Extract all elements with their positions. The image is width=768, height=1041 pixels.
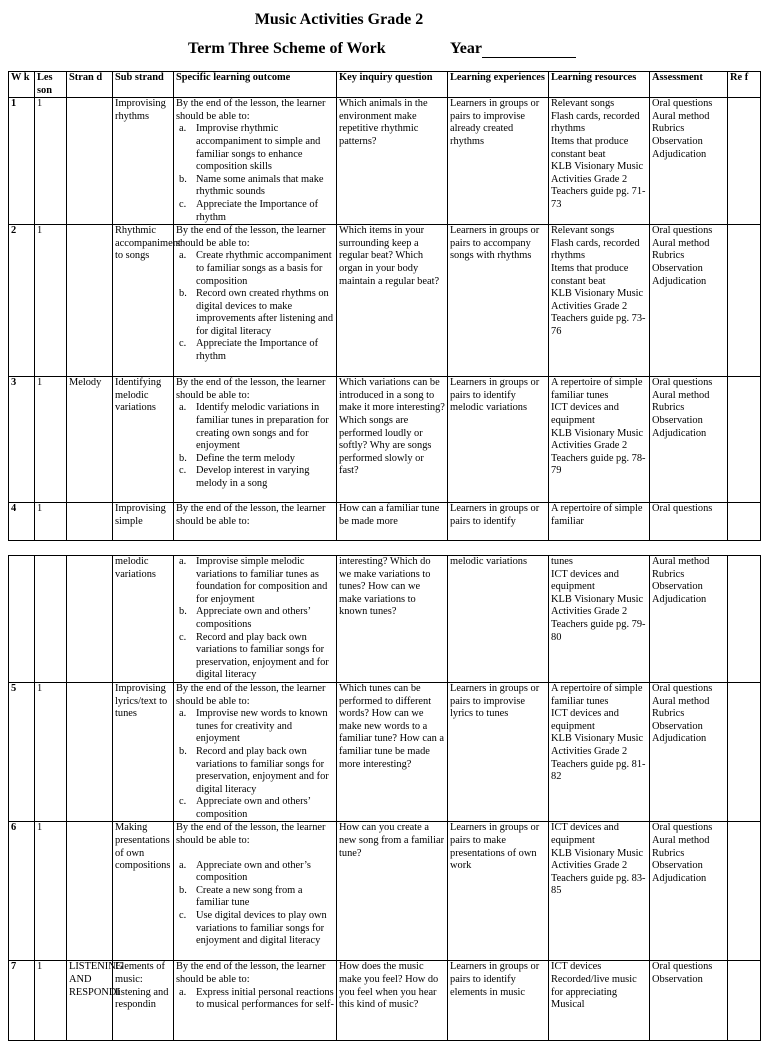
outcome-text: Appreciate the Importance of rhythm [196, 338, 319, 363]
week-number: 4 [11, 503, 17, 515]
table-row [9, 961, 761, 1041]
strand-cell [67, 98, 113, 225]
outcome-item [176, 860, 334, 885]
learning-resources-cell [549, 556, 650, 683]
outcome-item [176, 199, 334, 224]
assessment-cell [650, 98, 728, 225]
assessment-item: Observation [652, 414, 703, 426]
reference-cell [728, 961, 761, 1041]
outcome-item [176, 987, 334, 1012]
outcome-text: Record and play back own variations to familiar songs for preservation, enjoyment and for digital literacy [196, 631, 329, 681]
assessment-cell [650, 225, 728, 377]
week-cell [9, 556, 35, 683]
outcome-text: Record and play back own variations to familiar songs for preservation, enjoyment and for digital literacy [196, 745, 329, 795]
document-title: Music Activities Grade 2 [254, 11, 424, 28]
learning-outcome-cell [174, 225, 337, 377]
scheme-table-page-2 [8, 555, 761, 1041]
assessment-item: Aural method [652, 556, 710, 567]
outcome-text: Use digital devices to play own variations to familiar songs for enjoyment and digital literacy [196, 910, 327, 947]
document-subtitle: Term Three Scheme of Work [188, 40, 386, 57]
learning-experience-text: Learners in groups or pairs to accompany songs with rhythms [450, 225, 540, 262]
learning-resources-cell [549, 822, 650, 961]
table-row [9, 822, 761, 961]
outcome-text: Create rhythmic accompaniment to familiar songs as a basis for composition [196, 250, 332, 287]
sub-strand-cell [113, 682, 174, 822]
table-row [9, 503, 761, 541]
resource-item: ICT devices and equipment [551, 822, 619, 847]
inquiry-question-text: Which items in your surrounding keep a regular beat? Which organ in your body maintain a regular beat? [339, 225, 440, 287]
table-row [9, 98, 761, 225]
inquiry-question-text: Which animals in the environment make repetitive rhythmic patterns? [339, 98, 428, 147]
outcome-text: Appreciate the Importance of rhythm [196, 198, 319, 223]
assessment-item: Oral questions [652, 682, 713, 694]
resource-item: Items that produce constant beat [551, 135, 629, 160]
outcome-item [176, 174, 334, 199]
assessment-item: Adjudication [652, 427, 707, 439]
learning-resources-cell [549, 225, 650, 377]
week-cell [9, 503, 35, 541]
col-header-week: W k [9, 72, 35, 98]
resource-item: A repertoire of simple familiar tunes [551, 682, 643, 707]
learning-outcome-cell [174, 961, 337, 1041]
outcome-item [176, 885, 334, 910]
learning-outcome-cell [174, 682, 337, 822]
outcome-marker: c. [179, 338, 187, 350]
outcome-intro: By the end of the lesson, the learner should be able to: [176, 377, 326, 401]
inquiry-question-text: How does the music make you feel? How do you feel when you hear this kind of music? [339, 961, 439, 1011]
outcome-item [176, 632, 334, 682]
learning-experience-cell [448, 377, 549, 503]
assessment-cell [650, 503, 728, 541]
resource-item: KLB Visionary Music Activities Grade 2 Teachers guide pg. 83-85 [551, 847, 646, 897]
sub-strand-cell [113, 377, 174, 503]
col-header-experiences: Learning experiences [448, 72, 549, 98]
outcome-item [176, 556, 334, 606]
strand-cell [67, 377, 113, 503]
assessment-item: Oral questions [652, 961, 713, 973]
inquiry-question-text: Which tunes can be performed to different words? How can we make new words to a familiar tune? How can a familiar tune be made more interesting? [339, 682, 445, 770]
sub-strand-text: Elements of music: listening and respondin [115, 961, 169, 1011]
learning-outcome-cell [174, 98, 337, 225]
assessment-item: Adjudication [652, 872, 707, 884]
assessment-item: Observation [652, 720, 703, 732]
resource-item: ICT devices and equipment [551, 568, 619, 593]
lesson-number: 1 [37, 961, 43, 973]
outcome-marker: a. [179, 859, 187, 871]
week-cell [9, 961, 35, 1041]
table-row [9, 377, 761, 503]
table-header-row [9, 72, 761, 98]
outcome-item [176, 465, 334, 490]
strand-text: Melody [69, 377, 102, 389]
lesson-cell [35, 225, 67, 377]
outcome-text: Appreciate own and others’ compositions [196, 606, 311, 630]
reference-cell [728, 503, 761, 541]
lesson-number: 1 [37, 822, 43, 834]
resource-item: KLB Visionary Music Activities Grade 2 Teachers guide pg. 79-80 [551, 593, 646, 643]
assessment-item: Rubrics [652, 708, 685, 720]
outcome-item [176, 123, 334, 173]
lesson-cell [35, 822, 67, 961]
strand-cell [67, 503, 113, 541]
inquiry-question-cell [337, 98, 448, 225]
resource-item: Relevant songs [551, 98, 615, 110]
week-number: 1 [11, 98, 17, 110]
assessment-item: Rubrics [652, 847, 685, 859]
lesson-number: 1 [37, 377, 43, 389]
assessment-item: Oral questions [652, 225, 713, 237]
week-cell [9, 822, 35, 961]
assessment-item: Oral questions [652, 98, 713, 110]
col-header-resources: Learning resources [549, 72, 650, 98]
learning-experience-cell [448, 98, 549, 225]
table-row [9, 682, 761, 822]
assessment-item: Rubrics [652, 568, 685, 580]
outcome-list [176, 250, 334, 363]
outcome-item [176, 338, 334, 363]
strand-cell [67, 682, 113, 822]
lesson-number: 1 [37, 225, 43, 237]
sub-strand-text: Making presentations of own compositions [115, 822, 171, 872]
sub-strand-text: Improvising simple [115, 503, 166, 527]
col-header-inquiry: Key inquiry question [337, 72, 448, 98]
strand-cell [67, 556, 113, 683]
outcome-item [176, 796, 334, 821]
outcome-marker: b. [179, 606, 187, 618]
year-label: Year [450, 40, 482, 57]
assessment-item: Observation [652, 135, 703, 147]
reference-cell [728, 682, 761, 822]
outcome-text: Develop interest in varying melody in a song [196, 465, 310, 489]
learning-experience-text: Learners in groups or pairs to improvise lyrics to tunes [450, 682, 540, 720]
col-header-outcome: Specific learning outcome [174, 72, 337, 98]
sub-strand-cell [113, 225, 181, 377]
week-number: 5 [11, 682, 17, 694]
learning-resources-cell [549, 377, 650, 503]
outcome-intro: By the end of the lesson, the learner should be able to: [176, 98, 326, 122]
assessment-item: Aural method [652, 237, 710, 249]
sub-strand-cell [113, 556, 174, 683]
lesson-cell [35, 503, 67, 541]
outcome-intro: By the end of the lesson, the learner should be able to: [176, 822, 326, 847]
learning-experience-text: Learners in groups or pairs to improvise already created rhythms [450, 98, 540, 147]
week-cell [9, 377, 35, 503]
lesson-cell [35, 98, 67, 225]
learning-resources-cell [549, 98, 650, 225]
learning-experience-cell [448, 682, 549, 822]
assessment-item: Aural method [652, 695, 710, 707]
year-blank-line [482, 43, 576, 58]
assessment-item: Observation [652, 974, 703, 986]
outcome-text: Create a new song from a familiar tune [196, 884, 303, 909]
col-header-assessment: Assessment [650, 72, 728, 98]
lesson-number: 1 [37, 503, 43, 515]
resource-item: A repertoire of simple familiar tunes [551, 377, 643, 401]
inquiry-question-cell [337, 377, 448, 503]
resource-item: KLB Visionary Music Activities Grade 2 Teachers guide pg. 73-76 [551, 288, 646, 337]
outcome-item [176, 708, 334, 746]
outcome-text: Improvise simple melodic variations to familiar tunes as foundation for composition and for enjoyment [196, 556, 328, 605]
outcome-marker: b. [179, 288, 187, 300]
assessment-item: Oral questions [652, 503, 713, 515]
table-row [9, 556, 761, 683]
outcome-text: Name some animals that make rhythmic sounds [196, 173, 324, 198]
assessment-item: Aural method [652, 835, 710, 847]
inquiry-question-text: How can a familiar tune be made more [339, 503, 440, 527]
learning-outcome-cell [174, 556, 337, 683]
assessment-item: Rubrics [652, 250, 685, 262]
lesson-cell [35, 556, 67, 683]
sub-strand-cell [113, 98, 174, 225]
outcome-text: Improvise new words to known tunes for creativity and enjoyment [196, 708, 328, 745]
inquiry-question-cell [337, 682, 448, 822]
assessment-item: Rubrics [652, 123, 685, 135]
col-header-ref: Re f [728, 72, 761, 98]
sub-strand-cell [113, 503, 174, 541]
outcome-item [176, 250, 334, 288]
learning-experience-text: Learners in groups or pairs to identify melodic variations [450, 377, 540, 414]
strand-cell [67, 822, 113, 961]
lesson-number: 1 [37, 98, 43, 110]
outcome-intro: By the end of the lesson, the learner should be able to: [176, 225, 326, 249]
outcome-list [176, 987, 334, 1012]
outcome-item [176, 746, 334, 796]
assessment-cell [650, 556, 728, 683]
outcome-list [176, 556, 334, 682]
outcome-item [176, 453, 334, 466]
assessment-item: Adjudication [652, 733, 707, 745]
learning-resources-cell [549, 961, 650, 1041]
assessment-cell [650, 682, 728, 822]
resource-item: Recorded/live music for appreciating [551, 974, 637, 998]
lesson-cell [35, 377, 67, 503]
week-number: 6 [11, 822, 17, 834]
resource-item: Items that produce constant beat [551, 262, 629, 287]
lesson-cell [35, 961, 67, 1041]
learning-resources-cell [549, 682, 650, 822]
strand-cell [67, 225, 113, 377]
sub-strand-cell [113, 961, 174, 1041]
inquiry-question-cell [337, 225, 448, 377]
outcome-marker: a. [179, 708, 187, 720]
outcome-list [176, 860, 334, 948]
scheme-table-page-1 [8, 71, 761, 541]
reference-cell [728, 225, 761, 377]
learning-outcome-cell [174, 503, 337, 541]
outcome-item [176, 402, 334, 452]
lesson-cell [35, 682, 67, 822]
outcome-marker: b. [179, 745, 187, 757]
sub-strand-text: Rhythmic accompaniment to songs [115, 225, 181, 262]
resource-item: Flash cards, recorded rhythms [551, 237, 640, 262]
learning-experience-text: Learners in groups or pairs to make presentations of own work [450, 822, 540, 872]
outcome-marker: c. [179, 631, 187, 643]
assessment-item: Adjudication [652, 593, 707, 605]
resource-item: KLB Visionary Music Activities Grade 2 Teachers guide pg. 81-82 [551, 733, 646, 783]
resource-item: KLB Visionary Music Activities Grade 2 Teachers guide pg. 78-79 [551, 427, 646, 477]
outcome-marker: a. [179, 402, 187, 414]
outcome-marker: b. [179, 173, 187, 185]
learning-experience-cell [448, 556, 549, 683]
outcome-marker: b. [179, 884, 187, 896]
col-header-strand: Stran d [67, 72, 113, 98]
learning-experience-text: Learners in groups or pairs to identify [450, 503, 540, 527]
outcome-marker: c. [179, 796, 187, 808]
outcome-text: Appreciate own and others’ composition [196, 796, 311, 820]
week-cell [9, 225, 35, 377]
outcome-marker: a. [179, 986, 187, 998]
inquiry-question-text: How can you create a new song from a familiar tune? [339, 822, 445, 859]
sub-strand-cell [113, 822, 174, 961]
assessment-item: Observation [652, 860, 703, 872]
assessment-cell [650, 961, 728, 1041]
reference-cell [728, 556, 761, 683]
resource-item: tunes [551, 556, 573, 567]
outcome-marker: a. [179, 556, 187, 567]
year-field [450, 40, 576, 58]
week-number: 3 [11, 377, 17, 389]
outcome-text: Express initial personal reactions to musical performances for self- [196, 986, 334, 1011]
sub-strand-text: melodic variations [115, 556, 156, 580]
table-row [9, 225, 761, 377]
inquiry-question-text: Which variations can be introduced in a song to make it more interesting? Which songs are performed loudly or softly? Why are songs performed slowly or fast? [339, 377, 445, 477]
resource-item: KLB Visionary Music Activities Grade 2 Teachers guide pg. 71-73 [551, 161, 646, 210]
week-cell [9, 98, 35, 225]
outcome-intro: By the end of the lesson, the learner should be able to: [176, 503, 326, 527]
assessment-item: Adjudication [652, 275, 707, 287]
learning-experience-text: melodic variations [450, 556, 528, 567]
strand-text: LISTENING AND RESPONDI [69, 961, 124, 998]
assessment-item: Oral questions [652, 377, 713, 389]
resource-item: Relevant songs [551, 225, 615, 237]
inquiry-question-cell [337, 503, 448, 541]
outcome-list [176, 708, 334, 821]
resource-item: Musical [551, 999, 585, 1011]
outcome-item [176, 910, 334, 948]
resource-item: ICT devices and equipment [551, 402, 619, 426]
sub-strand-text: Improvising lyrics/text to tunes [115, 682, 168, 720]
col-header-sub-strand: Sub strand [113, 72, 174, 98]
inquiry-question-cell [337, 822, 448, 961]
week-number: 2 [11, 225, 17, 237]
outcome-list [176, 402, 334, 490]
week-number: 7 [11, 961, 17, 973]
lesson-number: 1 [37, 682, 43, 694]
outcome-item [176, 606, 334, 631]
outcome-text: Record own created rhythms on digital devices to make improvements after listening and for digital literacy [196, 288, 334, 337]
outcome-intro: By the end of the lesson, the learner should be able to: [176, 682, 326, 707]
outcome-marker: a. [179, 123, 187, 135]
outcome-marker: c. [179, 910, 187, 922]
reference-cell [728, 822, 761, 961]
outcome-text: Define the term melody [196, 452, 295, 464]
outcome-intro: By the end of the lesson, the learner should be able to: [176, 961, 326, 986]
assessment-item: Adjudication [652, 148, 707, 160]
learning-experience-cell [448, 225, 549, 377]
learning-resources-cell [549, 503, 650, 541]
outcome-marker: a. [179, 250, 187, 262]
strand-cell [67, 961, 124, 1041]
resource-item: ICT devices [551, 961, 602, 973]
col-header-lesson: Les son [35, 72, 67, 98]
resource-item: ICT devices and equipment [551, 708, 619, 732]
reference-cell [728, 98, 761, 225]
assessment-item: Oral questions [652, 822, 713, 834]
learning-experience-text: Learners in groups or pairs to identify elements in music [450, 961, 540, 998]
learning-outcome-cell [174, 822, 337, 961]
sub-strand-text: Identifying melodic variations [115, 377, 162, 414]
learning-experience-cell [448, 503, 549, 541]
outcome-marker: b. [179, 452, 187, 464]
inquiry-question-text: interesting? Which do we make variations to tunes? How can we make variations to known tunes? [339, 556, 431, 618]
outcome-list [176, 123, 334, 224]
assessment-cell [650, 822, 728, 961]
outcome-text: Identify melodic variations in familiar tunes in preparation for creating own songs and for enjoyment [196, 402, 329, 452]
outcome-text: Appreciate own and other’s composition [196, 859, 311, 884]
learning-outcome-cell [174, 377, 337, 503]
learning-experience-cell [448, 961, 549, 1041]
outcome-marker: c. [179, 465, 187, 477]
learning-experience-cell [448, 822, 549, 961]
assessment-item: Observation [652, 262, 703, 274]
resource-item: Flash cards, recorded rhythms [551, 110, 640, 135]
sub-strand-text: Improvising rhythms [115, 98, 166, 122]
assessment-item: Rubrics [652, 402, 685, 414]
inquiry-question-cell [337, 961, 448, 1041]
inquiry-question-cell [337, 556, 448, 683]
resource-item: A repertoire of simple familiar [551, 503, 643, 527]
outcome-text: Improvise rhythmic accompaniment to simple and familiar songs to enhance composition skills [196, 123, 321, 173]
assessment-cell [650, 377, 728, 503]
week-cell [9, 682, 35, 822]
reference-cell [728, 377, 761, 503]
assessment-item: Aural method [652, 389, 710, 401]
assessment-item: Observation [652, 581, 703, 593]
outcome-item [176, 288, 334, 338]
outcome-marker: c. [179, 198, 187, 210]
assessment-item: Aural method [652, 110, 710, 122]
